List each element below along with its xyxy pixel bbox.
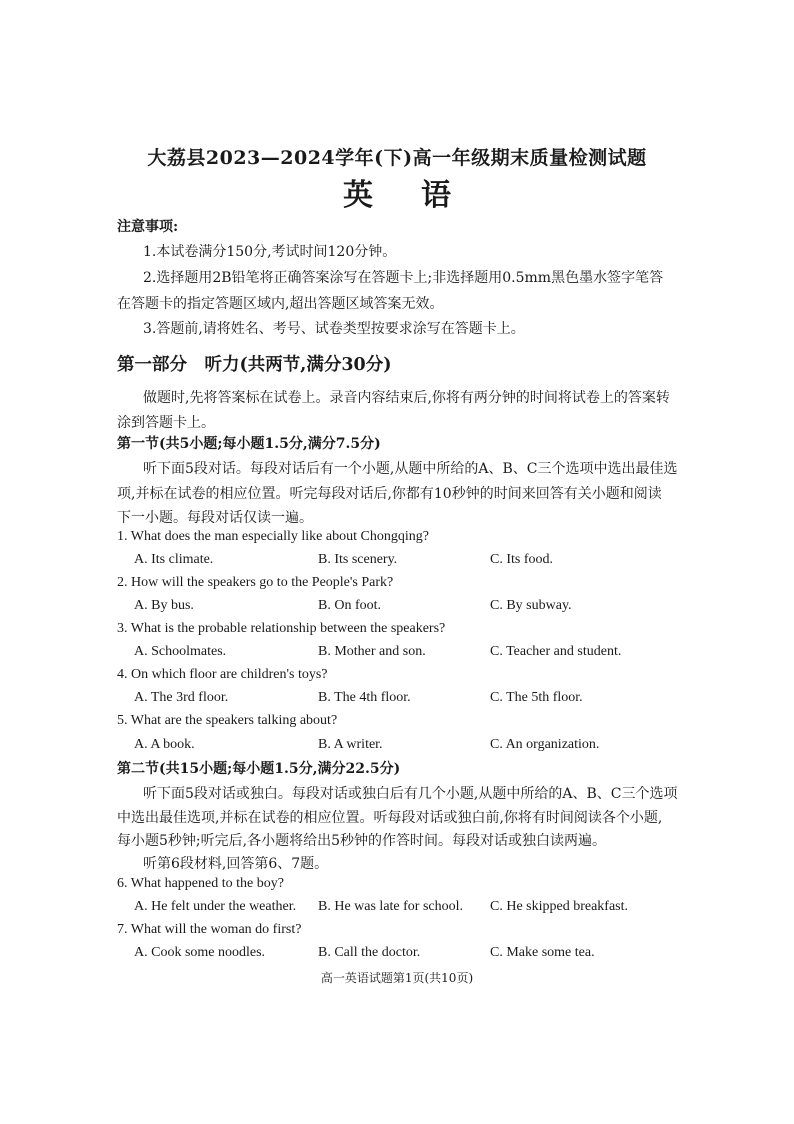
question-2-option-b: B. On foot. <box>318 598 381 613</box>
question-4: 4. On which floor are children's toys? <box>117 667 328 682</box>
question-7-option-c: C. Make some tea. <box>490 945 595 960</box>
question-5: 5. What are the speakers talking about? <box>117 713 338 728</box>
question-3-option-c: C. Teacher and student. <box>490 644 622 659</box>
question-6-option-b: B. He was late for school. <box>318 899 464 914</box>
question-4-option-b: B. The 4th floor. <box>318 690 411 705</box>
question-6-option-c: C. He skipped breakfast. <box>490 899 629 914</box>
question-1-option-b: B. Its scenery. <box>318 552 398 567</box>
notice-item-2-line-2: 在答题卡的指定答题区域内,超出答题区域答案无效。 <box>117 296 444 312</box>
subject-title: 英语 <box>343 178 499 213</box>
part-1-intro-line-1: 做题时,先将答案标在试卷上。录音内容结束后,你将有两分钟的时间将试卷上的答案转 <box>143 390 670 406</box>
question-2-option-a: A. By bus. <box>134 598 194 613</box>
notice-item-3: 3.答题前,请将姓名、考号、试卷类型按要求涂写在答题卡上。 <box>143 321 525 337</box>
question-3: 3. What is the probable relationship between the speakers? <box>117 621 446 636</box>
notice-item-2-line-1: 2.选择题用2B铅笔将正确答案涂写在答题卡上;非选择题用0.5mm黑色墨水签字笔答 <box>143 270 664 286</box>
part-1-heading: 第一部分 听力(共两节,满分30分) <box>117 355 392 375</box>
notice-item-1: 1.本试卷满分150分,考试时间120分钟。 <box>143 244 397 260</box>
section-1-heading: 第一节(共5小题;每小题1.5分,满分7.5分) <box>117 436 381 452</box>
question-1: 1. What does the man especially like about Chongqing? <box>117 529 429 544</box>
part-1-intro-line-2: 涂到答题卡上。 <box>117 415 215 431</box>
notice-heading: 注意事项: <box>117 219 179 235</box>
question-6: 6. What happened to the boy? <box>117 876 284 891</box>
section-2-instruction-line-1: 听下面5段对话或独白。每段对话或独白后有几个小题,从题中所给的A、B、C三个选项 <box>143 786 678 802</box>
question-1-option-c: C. Its food. <box>490 552 553 567</box>
question-7-option-a: A. Cook some noodles. <box>134 945 266 960</box>
section-2-instruction-line-3: 每小题5秒钟;听完后,各小题将给出5秒钟的作答时间。每段对话或独白读两遍。 <box>117 833 606 849</box>
question-5-option-a: A. A book. <box>134 737 195 752</box>
section-2-instruction-line-2: 中选出最佳选项,并标在试卷的相应位置。听每段对话或独白前,你将有时间阅读各个小题, <box>117 810 663 826</box>
section-1-instruction-line-1: 听下面5段对话。每段对话后有一个小题,从题中所给的A、B、C三个选项中选出最佳选 <box>143 461 678 477</box>
question-3-option-a: A. Schoolmates. <box>134 644 227 659</box>
question-5-option-b: B. A writer. <box>318 737 383 752</box>
section-2-heading: 第二节(共15小题;每小题1.5分,满分22.5分) <box>117 761 401 777</box>
question-3-option-b: B. Mother and son. <box>318 644 426 659</box>
exam-title: 大荔县2023—2024学年(下)高一年级期末质量检测试题 <box>147 147 647 169</box>
question-6-option-a: A. He felt under the weather. <box>134 899 297 914</box>
page-footer: 高一英语试题第1页(共10页) <box>320 971 474 985</box>
question-7-option-b: B. Call the doctor. <box>318 945 421 960</box>
question-4-option-c: C. The 5th floor. <box>490 690 583 705</box>
question-2-option-c: C. By subway. <box>490 598 572 613</box>
section-2-material-note: 听第6段材料,回答第6、7题。 <box>143 856 329 872</box>
question-7: 7. What will the woman do first? <box>117 922 302 937</box>
question-2: 2. How will the speakers go to the People's Park? <box>117 575 394 590</box>
section-1-instruction-line-2: 项,并标在试卷的相应位置。听完每段对话后,你都有10秒钟的时间来回答有关小题和阅读 <box>117 486 662 502</box>
question-1-option-a: A. Its climate. <box>134 552 214 567</box>
section-1-instruction-line-3: 下一小题。每段对话仅读一遍。 <box>117 510 313 526</box>
question-4-option-a: A. The 3rd floor. <box>134 690 229 705</box>
question-5-option-c: C. An organization. <box>490 737 600 752</box>
